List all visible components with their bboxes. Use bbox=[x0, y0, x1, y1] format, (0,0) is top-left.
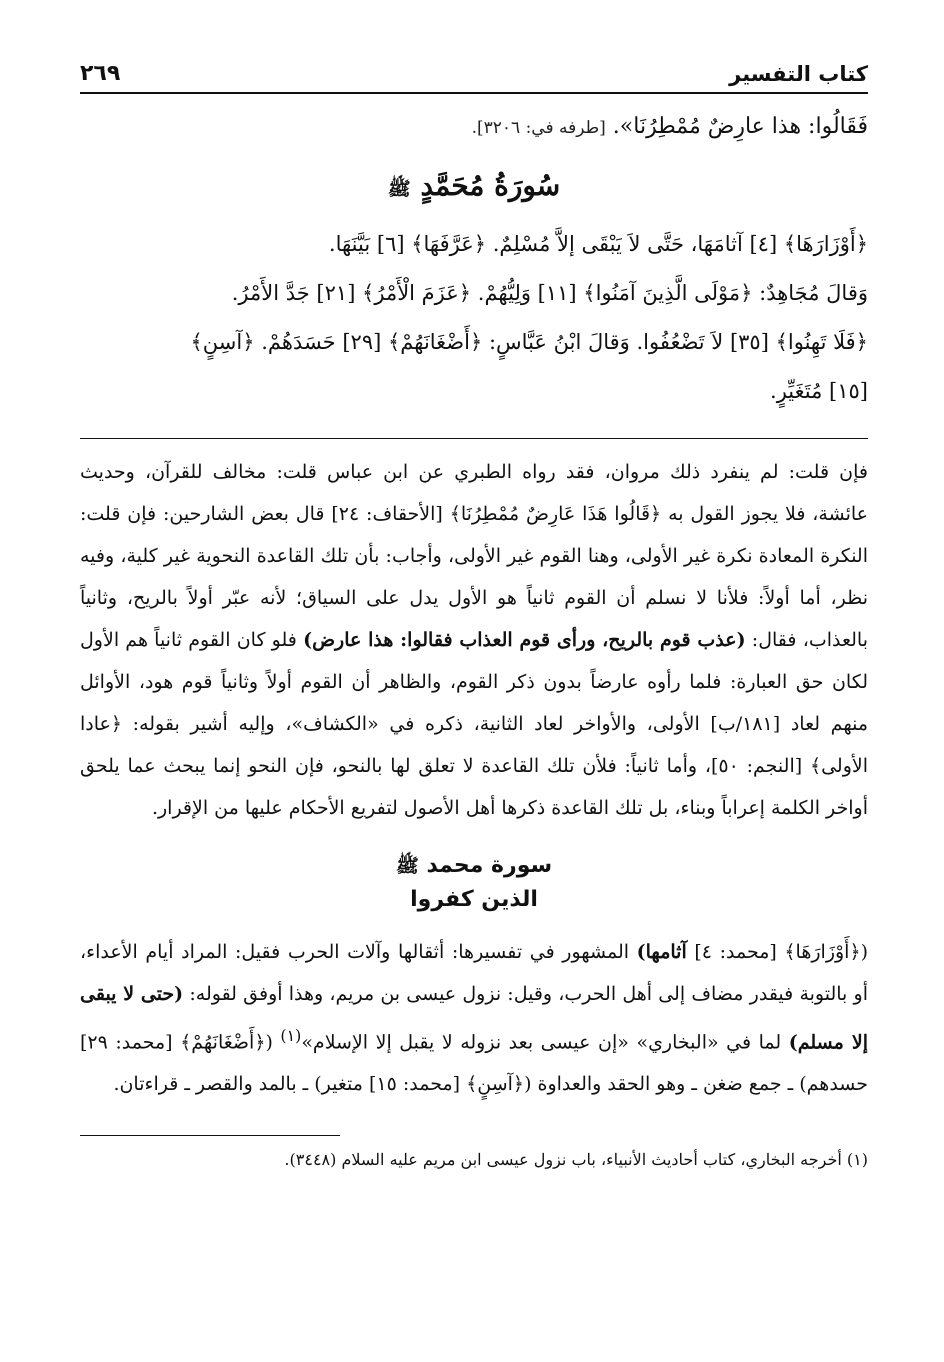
footnote-text: أخرجه البخاري، كتاب أحاديث الأنبياء، باب نزول عيسى ابن مريم عليه السلام (٣٤٤٨). bbox=[284, 1150, 842, 1170]
commentary-text: (﴿أَضْغَانَهُمْ﴾ [محمد: ٢٩] حسدهم) ـ جمع ضغن ـ وهو الحقد والعداوة (﴿آسِنٍ﴾ [محمد: ١٥] متغير) ـ بالمد والقصر ـ قراءتان. bbox=[80, 1031, 868, 1096]
section-divider bbox=[80, 438, 868, 439]
commentary-bold-text: آثامها) bbox=[636, 941, 687, 963]
bukhari-line: [١٥] مُتَغَيِّرٍ. bbox=[770, 379, 868, 403]
footnote-divider bbox=[80, 1135, 340, 1136]
salawat-glyph: ﷺ bbox=[395, 855, 419, 877]
commentary-text: (﴿أَوْزَارَهَا﴾ [محمد: ٤] bbox=[686, 941, 868, 963]
book-title: كتاب التفسير bbox=[729, 62, 868, 86]
commentary-surah-title: سورة محمد bbox=[426, 853, 553, 878]
commentary-subheading: الذين كفروا bbox=[410, 887, 538, 912]
surah-heading bbox=[80, 161, 868, 214]
salawat-glyph: ﷺ bbox=[387, 178, 411, 200]
page-header bbox=[80, 52, 868, 94]
commentary-text: المشهور في تفسيرها: أثقالها وآلات الحرب فقيل: المراد أيام الأعداء، أو بالتوبة فيقدر مضاف إلى أهل الحرب، وقيل: نزول عيسى بن مريم، وهذا أوفق لقوله: bbox=[80, 941, 868, 1005]
commentary-headings bbox=[80, 849, 868, 917]
commentary-paragraph-1 bbox=[80, 451, 868, 829]
commentary-paragraph-2 bbox=[80, 931, 868, 1105]
commentary-surah-heading bbox=[80, 849, 868, 883]
bukhari-line: وَقالَ مُجَاهِدٌ: ﴿مَوْلَى الَّذِينَ آمَنُوا﴾ [١١] وَلِيُّهُمْ. ﴿عَزَمَ الْأَمْرُ﴾ [٢١] جَدَّ الأَمْرُ. bbox=[231, 281, 868, 305]
commentary-bold-text: (حتى لا يبقى إلا مسلم) bbox=[80, 983, 868, 1054]
bukhari-line: ﴿أَوْزَارَهَا﴾ [٤] آثامَهَا، حَتَّى لاَ يَبْقَى إلاَّ مُسْلِمٌ. ﴿عَرَّفَهَا﴾ [٦] بَيَّنَهَا. bbox=[328, 232, 868, 256]
commentary-text: فلو كان القوم ثانياً هم الأول لكان حق العبارة: فلما رأوه عارضاً بدون ذكر القوم، والظاهر أن القوم أولاً وثانياً قوم هود، الأوائل منهم لعاد [١٨١/ب] الأولى، والأواخر لعاد الثانية، ذكره في «الكشاف»، وإليه أشير بقوله: ﴿عادا الأولى﴾ [النجم: ٥٠]، وأما ثانياً: فلأن تلك القاعدة لا تعلق لها بالنحو، فإن النحو إنما يبحث عما يلحق أواخر الكلمة إعراباً وبناء، بل تلك القاعدة ذكرها أهل الأصول لتفريع الأحكام عليها من الإقرار. bbox=[80, 629, 868, 819]
commentary-text: لما في «البخاري» «إن عيسى بعد نزوله لا يقبل إلا الإسلام» bbox=[301, 1031, 789, 1054]
footnote-number: (١) bbox=[846, 1150, 868, 1170]
bukhari-text bbox=[80, 220, 868, 416]
page-number: ٢٦٩ bbox=[80, 61, 121, 86]
footnote-marker[interactable]: (١) bbox=[280, 1026, 302, 1045]
hadith-text: فَقَالُوا: هذا عارِضٌ مُمْطِرُنَا». bbox=[612, 114, 868, 139]
commentary-text: فإن قلت: لم ينفرد ذلك مروان، فقد رواه الطبري عن ابن عباس قلت: مخالف للقرآن، وحديث عائشة، فلا يجوز القول به ﴿قَالُوا هَذَا عَارِضٌ مُمْطِرُنَا﴾ [الأحقاف: ٢٤] قال بعض الشارحين: فإن قلت: النكرة المعادة نكرة غير الأولى، وهنا القوم غير الأولى، وأجاب: بأن تلك القاعدة النحوية غير كلية، وفيه نظر، أما أولاً: فلأنا لا نسلم أن القوم ثانياً هو الأول يدل على السياق؛ لأنه عبّر أولاً بالريح، وثانياً بالعذاب، فقال: bbox=[80, 461, 868, 651]
commentary-bold-text: (عذب قوم بالريح، ورأى قوم العذاب فقالوا: هذا عارض) bbox=[303, 629, 746, 651]
hadith-ending bbox=[80, 102, 868, 153]
surah-title: سُورَةُ مُحَمَّدٍ bbox=[420, 169, 561, 202]
book-page bbox=[80, 52, 868, 1174]
bukhari-line: ﴿فَلَا تَهِنُوا﴾ [٣٥] لاَ تَضْعُفُوا. وَقالَ ابْنُ عَبَّاسٍ: ﴿أَضْغَانَهُمْ﴾ [٢٩] حَسَدَهُمْ. ﴿آسِنٍ﴾ bbox=[190, 330, 868, 354]
footnote bbox=[80, 1146, 868, 1174]
hadith-reference: [طرفه في: ٣٢٠٦]. bbox=[471, 118, 606, 138]
